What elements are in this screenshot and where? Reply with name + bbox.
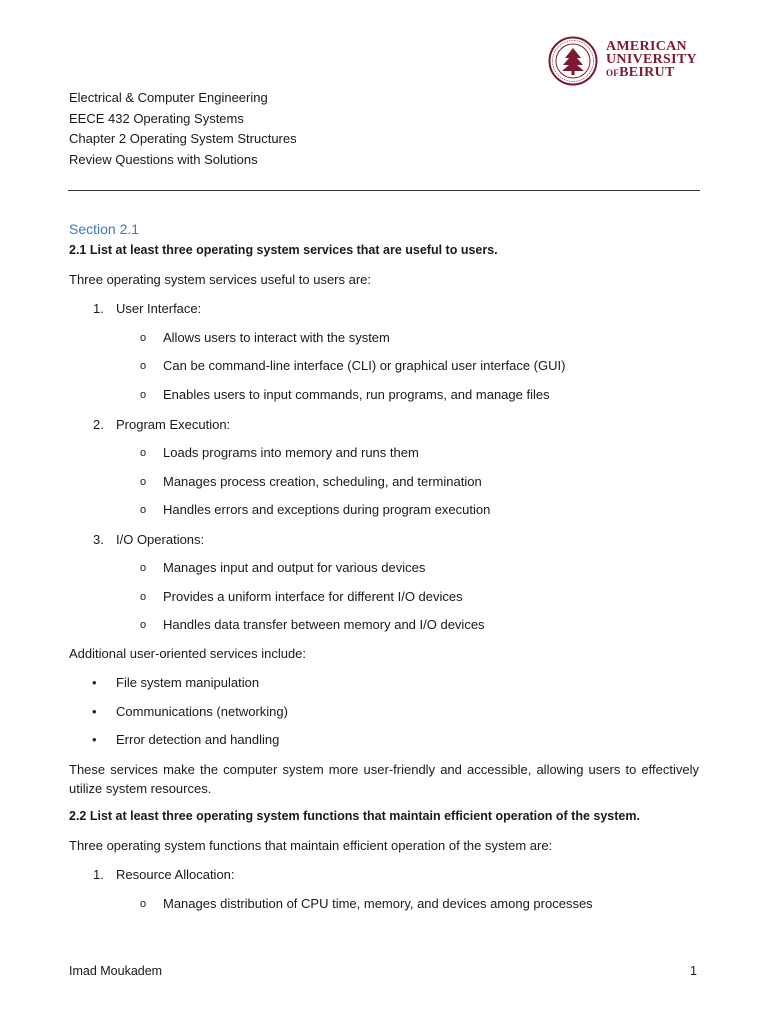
logo-beirut: BEIRUT bbox=[619, 65, 675, 80]
list-number: 2. bbox=[93, 417, 104, 432]
bullet-item: Communications (networking) bbox=[116, 704, 288, 719]
sub-bullet-icon: o bbox=[140, 591, 147, 603]
sub-bullet-icon: o bbox=[140, 389, 147, 401]
sub-bullet-icon: o bbox=[140, 619, 147, 631]
section-title: Section 2.1 bbox=[69, 221, 140, 237]
question-2-2: 2.2 List at least three operating system functions that maintain efficient operation of the system. bbox=[69, 809, 640, 823]
list-number: 3. bbox=[93, 532, 104, 547]
document-header bbox=[69, 88, 297, 170]
list-item-label: User Interface: bbox=[116, 301, 202, 316]
bullet-icon: • bbox=[92, 675, 97, 690]
sub-bullet-icon: o bbox=[140, 476, 147, 488]
list-number: 1. bbox=[93, 867, 104, 882]
header-subtitle: Review Questions with Solutions bbox=[69, 151, 258, 167]
conclusion-paragraph: These services make the computer system more user-friendly and accessible, allowing users to effectively utilize system resources. bbox=[69, 762, 699, 796]
list-sub-item: Enables users to input commands, run programs, and manage files bbox=[163, 387, 550, 402]
sub-bullet-icon: o bbox=[140, 562, 147, 574]
aub-wordmark bbox=[606, 40, 697, 80]
bullet-icon: • bbox=[92, 732, 97, 747]
list-sub-item: Can be command-line interface (CLI) or graphical user interface (GUI) bbox=[163, 358, 566, 373]
header-chapter: Chapter 2 Operating System Structures bbox=[69, 131, 297, 146]
list-sub-item: Manages distribution of CPU time, memory, and devices among processes bbox=[163, 896, 593, 911]
logo-line-american: AMERICAN bbox=[606, 39, 687, 54]
list-sub-item: Handles data transfer between memory and I/O devices bbox=[163, 617, 485, 632]
aub-logo bbox=[548, 36, 718, 86]
list-sub-item: Provides a uniform interface for different I/O devices bbox=[163, 589, 463, 604]
list-item-label: Program Execution: bbox=[116, 417, 231, 432]
question-2-1: 2.1 List at least three operating system services that are useful to users. bbox=[69, 243, 498, 257]
list-item-label: Resource Allocation: bbox=[116, 867, 235, 882]
list-item-label: I/O Operations: bbox=[116, 532, 205, 547]
logo-line-beirut bbox=[606, 66, 697, 80]
logo-of: OF bbox=[606, 68, 620, 78]
sub-bullet-icon: o bbox=[140, 898, 147, 910]
list-sub-item: Manages input and output for various devices bbox=[163, 560, 426, 575]
list-sub-item: Loads programs into memory and runs them bbox=[163, 445, 419, 460]
sub-bullet-icon: o bbox=[140, 360, 147, 372]
question-2-1-intro: Three operating system services useful to users are: bbox=[69, 272, 372, 287]
list-sub-item: Manages process creation, scheduling, and termination bbox=[163, 474, 482, 489]
question-2-2-intro: Three operating system functions that maintain efficient operation of the system are: bbox=[69, 838, 553, 853]
footer-page-number: 1 bbox=[690, 964, 697, 978]
bullet-item: Error detection and handling bbox=[116, 732, 280, 747]
list-number: 1. bbox=[93, 301, 104, 316]
aub-seal-icon bbox=[548, 36, 598, 86]
footer-author: Imad Moukadem bbox=[69, 964, 163, 978]
bullet-icon: • bbox=[92, 704, 97, 719]
list-sub-item: Allows users to interact with the system bbox=[163, 330, 390, 345]
list-sub-item: Handles errors and exceptions during program execution bbox=[163, 502, 491, 517]
sub-bullet-icon: o bbox=[140, 447, 147, 459]
header-department: Electrical & Computer Engineering bbox=[69, 90, 268, 105]
header-course: EECE 432 Operating Systems bbox=[69, 110, 244, 126]
sub-bullet-icon: o bbox=[140, 332, 147, 344]
logo-line-university: UNIVERSITY bbox=[606, 52, 697, 67]
additional-intro: Additional user-oriented services include: bbox=[69, 646, 307, 661]
sub-bullet-icon: o bbox=[140, 504, 147, 516]
bullet-item: File system manipulation bbox=[116, 675, 260, 690]
header-divider bbox=[68, 190, 700, 191]
